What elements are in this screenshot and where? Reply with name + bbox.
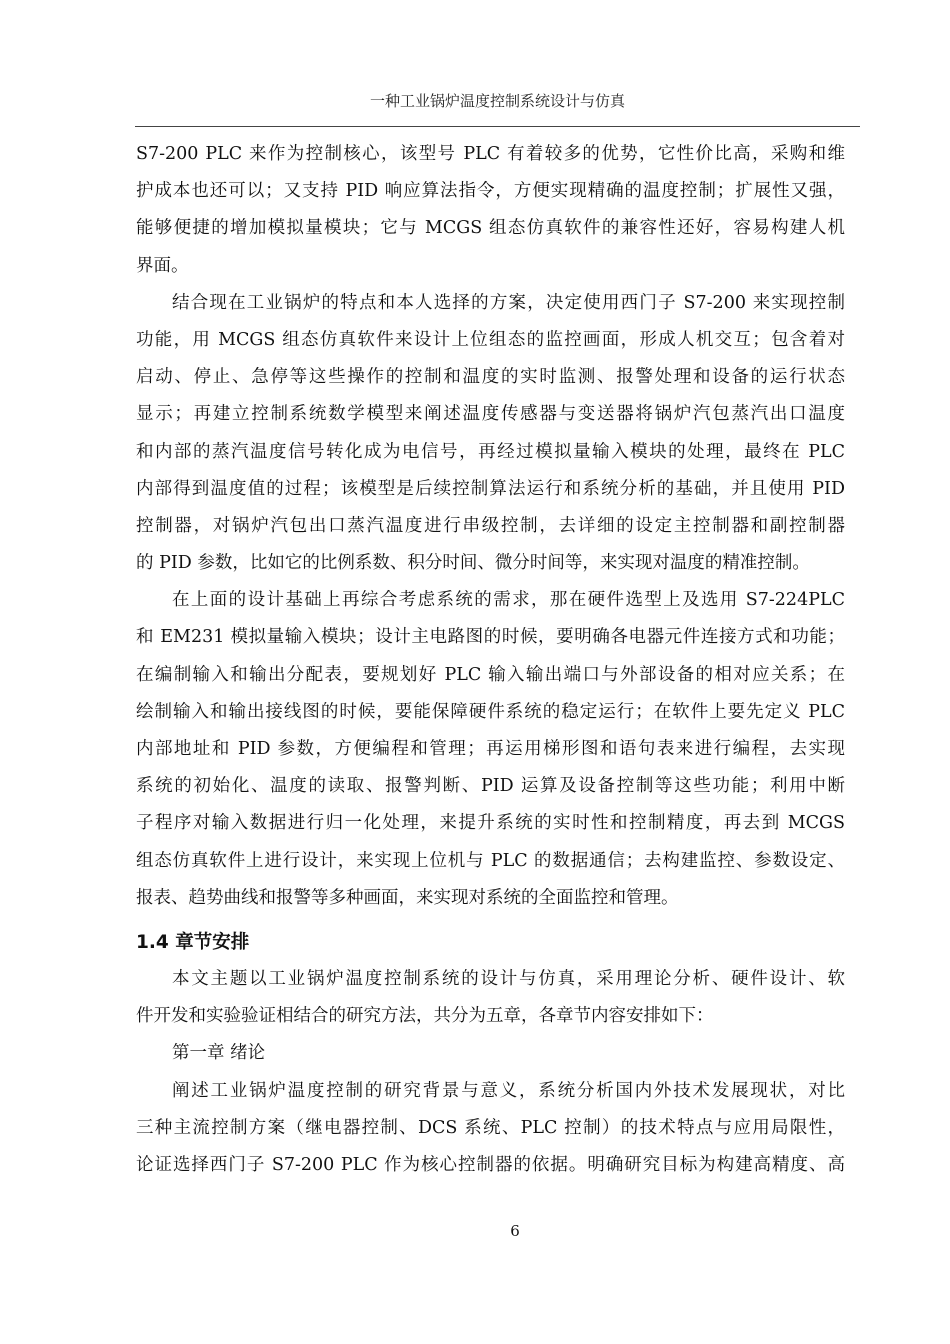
text-line: 显示；再建立控制系统数学模型来阐述温度传感器与变送器将锅炉汽包蒸汽出口温度 [136, 404, 845, 425]
paragraph [136, 285, 845, 583]
paragraph [136, 1035, 845, 1072]
text-line: 三种主流控制方案（继电器控制、DCS 系统、PLC 控制）的技术特点与应用局限性， [136, 1117, 845, 1138]
text-line: 的 PID 参数，比如它的比例系数、积分时间、微分时间等，来实现对温度的精准控制。 [136, 553, 810, 574]
text-line: 在编制输入和输出分配表，要规划好 PLC 输入输出端口与外部设备的相对应关系；在 [136, 664, 845, 685]
text-line: 内部得到温度值的过程；该模型是后续控制算法运行和系统分析的基础，并且使用 PID [136, 478, 845, 499]
text-line: 本文主题以工业锅炉温度控制系统的设计与仿真，采用理论分析、硬件设计、软 [172, 969, 845, 989]
text-line: 在上面的设计基础上再综合考虑系统的需求，那在硬件选型上及选用 S7-224PLC [172, 590, 845, 611]
text-line: 界面。 [136, 255, 189, 276]
text-line: 控制器，对锅炉汽包出口蒸汽温度进行串级控制，去详细的设定主控制器和副控制器 [136, 515, 845, 536]
text-line: 能够便捷的增加模拟量模块；它与 MCGS 组态仿真软件的兼容性还好，容易构建人机 [136, 218, 845, 239]
text-line: 结合现在工业锅炉的特点和本人选择的方案，决定使用西门子 S7-200 来实现控制 [172, 292, 845, 313]
paragraph [136, 961, 845, 1035]
text-line: 件开发和实验验证相结合的研究方法，共分为五章，各章节内容安排如下： [136, 1006, 714, 1027]
text-line: 功能，用 MCGS 组态仿真软件来设计上位组态的监控画面，形成人机交互；包含着对 [136, 329, 845, 350]
text-line: 第一章 绪论 [172, 1043, 266, 1064]
text-line: 报表、趋势曲线和报警等多种画面，来实现对系统的全面监控和管理。 [136, 887, 679, 908]
paragraph [136, 1073, 845, 1185]
header-rule [135, 126, 860, 127]
text-line: 系统的初始化、温度的读取、报警判断、PID 运算及设备控制等这些功能；利用中断 [136, 776, 845, 797]
text-line: 内部地址和 PID 参数，方便编程和管理；再运用梯形图和语句表来进行编程，去实现 [136, 739, 845, 759]
section-body-text [136, 961, 845, 1184]
text-line: S7-200 PLC 来作为控制核心，该型号 PLC 有着较多的优势，它性价比高，采购和维 [136, 144, 845, 164]
text-line: 和 EM231 模拟量输入模块；设计主电路图的时候，要明确各电器元件连接方式和功能； [136, 627, 845, 648]
text-line: 阐述工业锅炉温度控制的研究背景与意义，系统分析国内外技术发展现状，对比 [172, 1080, 845, 1101]
text-line: 论证选择西门子 S7-200 PLC 作为核心控制器的依据。明确研究目标为构建高精度、高 [136, 1154, 845, 1175]
text-line: 绘制输入和输出接线图的时候，要能保障硬件系统的稳定运行；在软件上要先定义 PLC [136, 701, 845, 722]
running-header: 一种工业锅炉温度控制系统设计与仿真 [369, 92, 625, 110]
text-line: 护成本也还可以；又支持 PID 响应算法指令，方便实现精确的温度控制；扩展性又强， [136, 181, 845, 202]
text-line: 子程序对输入数据进行归一化处理，来提升系统的实时性和控制精度，再去到 MCGS [136, 813, 845, 834]
text-line: 和内部的蒸汽温度信号转化成为电信号，再经过模拟量输入模块的处理，最终在 PLC [136, 441, 845, 462]
section-heading: 1.4 章节安排 [136, 932, 250, 953]
page-number: 6 [510, 1222, 520, 1240]
text-line: 组态仿真软件上进行设计，来实现上位机与 PLC 的数据通信；去构建监控、参数设定、 [136, 850, 845, 871]
body-text [136, 136, 845, 917]
text-line: 启动、停止、急停等这些操作的控制和温度的实时监测、报警处理和设备的运行状态 [136, 367, 845, 388]
paragraph [136, 136, 845, 285]
paragraph [136, 582, 845, 917]
